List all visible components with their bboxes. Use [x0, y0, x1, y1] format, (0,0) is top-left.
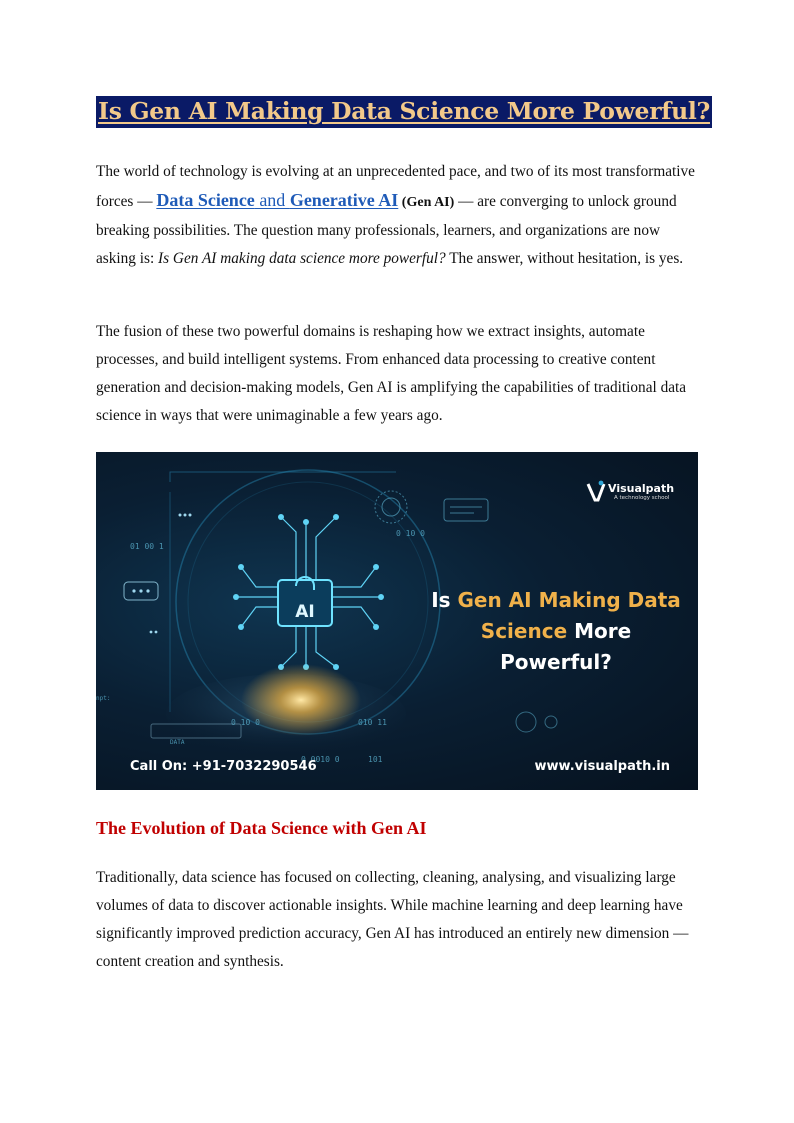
generative-ai-link[interactable]: Generative AI — [289, 190, 399, 210]
headline-white-1: Is — [431, 588, 458, 612]
banner-phone: Call On: +91-7032290546 — [130, 759, 317, 774]
promo-banner-image — [96, 452, 698, 790]
message-icon — [444, 499, 488, 521]
intro-text-1: The world of technology is evolving at an unprecedented pace, and two of its most transformative forces — — [96, 163, 695, 210]
title-wrap — [96, 96, 712, 128]
fusion-paragraph: The fusion of these two powerful domains is reshaping how we extract insights, automate processes, and build intelligent systems. From enhanced data processing to creative content generation and decision-making models, Gen AI is amplifying the capabilities of traditional data science in ways that were unimaginable a few years ago. — [96, 323, 687, 424]
page-title: Is Gen AI Making Data Science More Powerful? — [96, 96, 712, 128]
data-science-link[interactable]: Data Science — [156, 190, 255, 210]
intro-and: and — [254, 190, 290, 210]
binary-text-c: 0 10 0 — [231, 718, 260, 727]
intro-text-2: — are converging to unlock ground breaking possibilities. The question many professionals, learners, and organizations are now asking is: — [96, 193, 677, 267]
logo-tagline: A technology school — [614, 495, 670, 501]
binary-text-f: 101 — [368, 755, 383, 764]
intro-paragraph — [96, 158, 698, 273]
hud-frame-top — [170, 472, 396, 482]
intro-question: Is Gen AI making data science more powerful? — [158, 250, 446, 267]
banner-headline — [426, 585, 686, 678]
gear-icon — [516, 712, 536, 732]
logo-name: Visualpath — [608, 482, 675, 495]
binary-text-d: 0 0010 0 — [301, 755, 340, 764]
headline-gold-1: Gen AI Making Data — [457, 588, 681, 612]
banner-website: www.visualpath.in — [534, 759, 670, 774]
headline-white-2: More Powerful? — [500, 619, 632, 674]
headline-gold-2: Science — [480, 619, 568, 643]
binary-text-b: 0 10 0 — [396, 529, 425, 538]
binary-text-e: 010 11 — [358, 718, 387, 727]
section-heading: The Evolution of Data Science with Gen AI — [96, 818, 427, 838]
input-label: npt: — [96, 695, 111, 702]
ai-chip-label: AI — [295, 602, 315, 622]
data-label: DATA — [170, 739, 185, 746]
gen-ai-abbrev: (Gen AI) — [398, 195, 455, 210]
visualpath-logo-mark — [586, 480, 606, 502]
intro-text-3: The answer, without hesitation, is yes. — [445, 250, 684, 267]
brain-icon — [375, 491, 407, 523]
evolution-paragraph: Traditionally, data science has focused on collecting, cleaning, analysing, and visualizing large volumes of data to discover actionable insights. While machine learning and deep learning have significantly improved prediction accuracy, Gen AI has introduced an entirely new dimension — content creation and synthesis. — [96, 869, 689, 970]
binary-text-a: 01 00 1 — [130, 542, 164, 551]
